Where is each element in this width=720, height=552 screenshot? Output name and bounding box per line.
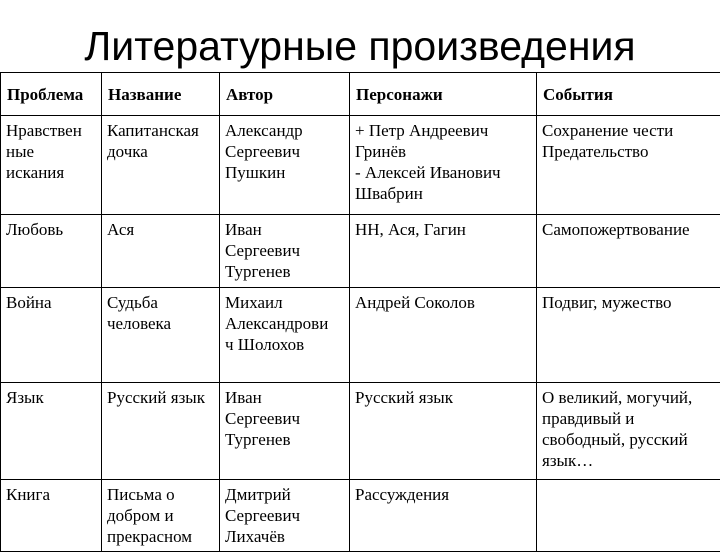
cell-text-line: человека bbox=[107, 313, 214, 334]
cell-events bbox=[537, 116, 720, 215]
cell-name bbox=[102, 383, 220, 480]
cell-text-line: дочка bbox=[107, 141, 214, 162]
table-header-row bbox=[1, 73, 720, 116]
cell-text-line: Гринёв bbox=[355, 141, 531, 162]
cell-events bbox=[537, 288, 720, 383]
cell-text-line: Рассуждения bbox=[355, 484, 531, 505]
cell-author bbox=[220, 288, 350, 383]
cell-text-line: Андрей Соколов bbox=[355, 292, 531, 313]
cell-characters bbox=[350, 288, 537, 383]
cell-text-line: Дмитрий bbox=[225, 484, 344, 505]
cell-text-line: Пушкин bbox=[225, 162, 344, 183]
column-header-problem: Проблема bbox=[1, 73, 102, 116]
cell-text-line: НН, Ася, Гагин bbox=[355, 219, 531, 240]
cell-name bbox=[102, 116, 220, 215]
table-row bbox=[1, 215, 720, 288]
cell-text-line: Предательство bbox=[542, 141, 716, 162]
cell-author bbox=[220, 116, 350, 215]
cell-text-line: Сохранение чести bbox=[542, 120, 716, 141]
cell-text-line: + Петр Андреевич bbox=[355, 120, 531, 141]
cell-text-line: правдивый и bbox=[542, 408, 716, 429]
column-header-name: Название bbox=[102, 73, 220, 116]
table-row bbox=[1, 288, 720, 383]
cell-problem bbox=[1, 480, 102, 552]
cell-author bbox=[220, 383, 350, 480]
cell-text-line: Тургенев bbox=[225, 429, 344, 450]
cell-events bbox=[537, 215, 720, 288]
cell-events bbox=[537, 383, 720, 480]
cell-text-line: Сергеевич bbox=[225, 141, 344, 162]
cell-name bbox=[102, 288, 220, 383]
cell-text-line: Михаил bbox=[225, 292, 344, 313]
table-row bbox=[1, 116, 720, 215]
cell-problem bbox=[1, 116, 102, 215]
cell-text-line: О великий, могучий, bbox=[542, 387, 716, 408]
cell-characters bbox=[350, 480, 537, 552]
cell-text-line: свободный, русский bbox=[542, 429, 716, 450]
cell-characters bbox=[350, 215, 537, 288]
cell-text-line: Тургенев bbox=[225, 261, 344, 282]
cell-text-line: Судьба bbox=[107, 292, 214, 313]
cell-text-line: Книга bbox=[6, 484, 96, 505]
cell-text-line: Любовь bbox=[6, 219, 96, 240]
cell-author bbox=[220, 480, 350, 552]
cell-problem bbox=[1, 288, 102, 383]
cell-text-line: Подвиг, мужество bbox=[542, 292, 716, 313]
cell-name bbox=[102, 480, 220, 552]
cell-text-line: Сергеевич bbox=[225, 240, 344, 261]
cell-text-line: искания bbox=[6, 162, 96, 183]
column-header-events: События bbox=[537, 73, 720, 116]
cell-text-line: Капитанская bbox=[107, 120, 214, 141]
cell-problem bbox=[1, 383, 102, 480]
cell-text-line: добром и bbox=[107, 505, 214, 526]
cell-text-line: Самопожертвование bbox=[542, 219, 716, 240]
table-row bbox=[1, 480, 720, 552]
cell-text-line: Иван bbox=[225, 219, 344, 240]
cell-text-line: язык… bbox=[542, 450, 716, 471]
cell-text-line: Швабрин bbox=[355, 183, 531, 204]
cell-text-line: Язык bbox=[6, 387, 96, 408]
cell-text-line: Ася bbox=[107, 219, 214, 240]
cell-text-line: Сергеевич bbox=[225, 505, 344, 526]
cell-text-line: ч Шолохов bbox=[225, 334, 344, 355]
literary-works-table bbox=[0, 72, 720, 552]
cell-characters bbox=[350, 383, 537, 480]
cell-events bbox=[537, 480, 720, 552]
cell-text-line: - Алексей Иванович bbox=[355, 162, 531, 183]
cell-characters bbox=[350, 116, 537, 215]
column-header-characters: Персонажи bbox=[350, 73, 537, 116]
table-row bbox=[1, 383, 720, 480]
cell-text-line: ные bbox=[6, 141, 96, 162]
cell-problem bbox=[1, 215, 102, 288]
cell-name bbox=[102, 215, 220, 288]
cell-text-line: Иван bbox=[225, 387, 344, 408]
cell-text-line: Александр bbox=[225, 120, 344, 141]
page-title: Литературные произведения bbox=[0, 18, 720, 74]
column-header-author: Автор bbox=[220, 73, 350, 116]
cell-text-line: Русский язык bbox=[355, 387, 531, 408]
cell-text-line: Сергеевич bbox=[225, 408, 344, 429]
cell-text-line: Нравствен bbox=[6, 120, 96, 141]
cell-author bbox=[220, 215, 350, 288]
cell-text-line: прекрасном bbox=[107, 526, 214, 547]
cell-text-line: Александрови bbox=[225, 313, 344, 334]
cell-text-line: Русский язык bbox=[107, 387, 214, 408]
cell-text-line: Война bbox=[6, 292, 96, 313]
cell-text-line: Письма о bbox=[107, 484, 214, 505]
cell-text-line: Лихачёв bbox=[225, 526, 344, 547]
